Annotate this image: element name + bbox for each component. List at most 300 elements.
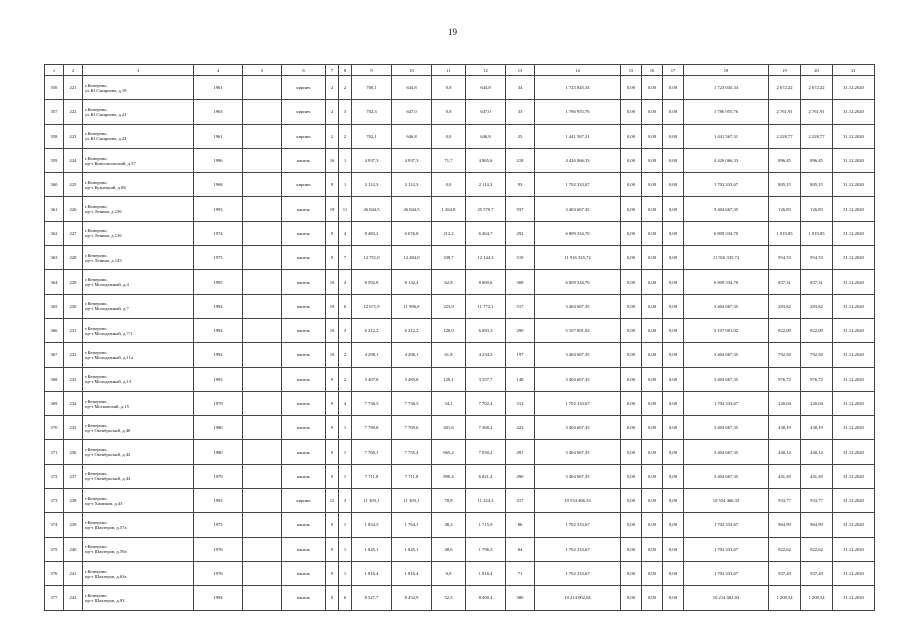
table-cell: кирпич <box>282 100 326 124</box>
table-cell: 10 <box>326 343 339 367</box>
table-cell: 3 404 667,35 <box>684 294 769 318</box>
table-cell: 6 <box>339 294 352 318</box>
table-cell: 438,19 <box>801 416 833 440</box>
table-cell: 368 <box>45 367 64 391</box>
address-cell: г.Кемерово, пр-т Октябрьский, д.44 <box>83 464 194 488</box>
column-header: 2 <box>64 65 83 76</box>
table-row <box>45 586 875 610</box>
table-cell: 48,2 <box>432 513 466 537</box>
table-row <box>45 173 875 197</box>
table-cell: 0,00 <box>663 76 684 100</box>
table-cell: 441,49 <box>769 464 801 488</box>
table-cell: 1 816,4 <box>352 561 392 585</box>
table-cell: панель <box>282 148 326 172</box>
table-cell: 6 676,8 <box>392 221 432 245</box>
address-cell: г.Кемерово, пр-т Молодежный, д.13 <box>83 367 194 391</box>
table-cell: 1 702 333,67 <box>535 173 621 197</box>
table-cell: 283,82 <box>801 294 833 318</box>
table-cell: 3 485,8 <box>392 367 432 391</box>
table-cell: 401,6 <box>432 416 466 440</box>
column-header: 15 <box>621 65 642 76</box>
table-cell: 0,0 <box>432 561 466 585</box>
table-cell: 2 672,22 <box>801 76 833 100</box>
table-cell: 702,1 <box>352 124 392 148</box>
table-row <box>45 391 875 415</box>
table-cell: 31.12.2020 <box>833 586 875 610</box>
table-cell: 78,8 <box>432 489 466 513</box>
table-row <box>45 221 875 245</box>
table-cell: 1 <box>339 173 352 197</box>
column-header: 18 <box>684 65 769 76</box>
table-cell: 71 <box>506 561 535 585</box>
table-cell: 3 <box>339 489 352 513</box>
column-header: 5 <box>243 65 282 76</box>
table-cell: 0,00 <box>621 489 642 513</box>
table-cell: 1 702 333,67 <box>684 513 769 537</box>
column-header: 7 <box>326 65 339 76</box>
table-cell: 0,00 <box>621 561 642 585</box>
table-cell: 1 441 567,31 <box>684 124 769 148</box>
table-cell: 2 761,91 <box>769 100 801 124</box>
address-cell: г.Кемерово, пр-т Молодежный, д.7 <box>83 294 194 318</box>
table-cell: 646,8 <box>466 124 506 148</box>
table-cell <box>243 489 282 513</box>
table-cell: 0,00 <box>663 221 684 245</box>
address-cell: г.Кемерово, пр-т Молодежный, д.7/1 <box>83 318 194 342</box>
table-cell: 0,00 <box>663 173 684 197</box>
column-header: 20 <box>801 65 833 76</box>
table-cell: 1992 <box>194 343 243 367</box>
table-cell: 360 <box>45 173 64 197</box>
table-cell: 19 <box>326 197 339 221</box>
table-cell: 10 <box>326 270 339 294</box>
table-cell: 0,00 <box>621 148 642 172</box>
table-cell: 235 <box>64 416 83 440</box>
table-cell: 964,99 <box>801 513 833 537</box>
table-cell: 2 <box>339 124 352 148</box>
table-cell: 0,00 <box>642 76 663 100</box>
column-header: 11 <box>432 65 466 76</box>
table-cell: 339,7 <box>432 246 466 270</box>
table-cell: 239 <box>64 513 83 537</box>
table-cell: 19 <box>326 294 339 318</box>
table-cell: 7 736,5 <box>352 391 392 415</box>
table-cell: 3 404 667,35 <box>535 440 621 464</box>
table-cell: 3 487,8 <box>352 367 392 391</box>
table-cell: 222 <box>64 100 83 124</box>
table-cell: 0,00 <box>621 391 642 415</box>
table-cell: 933,77 <box>769 489 801 513</box>
table-cell: 3 <box>339 100 352 124</box>
table-cell: 922,62 <box>769 537 801 561</box>
table-cell: 363 <box>45 246 64 270</box>
table-cell: 0,00 <box>621 537 642 561</box>
table-cell: 3 <box>339 318 352 342</box>
table-cell: 837,31 <box>801 270 833 294</box>
table-cell: 1 786 955,76 <box>684 100 769 124</box>
table-cell: 290 <box>506 318 535 342</box>
table-cell: 31.12.2020 <box>833 343 875 367</box>
table-cell: 10 554 466,33 <box>535 489 621 513</box>
table-cell: 7 030,2 <box>466 440 506 464</box>
table-cell: 240 <box>64 537 83 561</box>
table-cell: 976,72 <box>801 367 833 391</box>
table-cell <box>243 513 282 537</box>
table-cell: 896,45 <box>769 148 801 172</box>
table-cell: 0,00 <box>642 343 663 367</box>
table-cell: 3 404 667,35 <box>684 367 769 391</box>
table-cell: панель <box>282 318 326 342</box>
table-cell <box>243 246 282 270</box>
address-cell: г.Кемерово, пр-т Молодежный, д.11а <box>83 343 194 367</box>
table-cell: 2 114,3 <box>352 173 392 197</box>
table-cell <box>243 586 282 610</box>
table-cell: 0,00 <box>642 148 663 172</box>
table-cell: 2 <box>339 367 352 391</box>
table-cell: панель <box>282 586 326 610</box>
table-row <box>45 270 875 294</box>
table-cell: 25 579,7 <box>466 197 506 221</box>
table-cell: 11 772,1 <box>466 294 506 318</box>
table-cell: 4 937,3 <box>352 148 392 172</box>
table-cell: 31.12.2020 <box>833 76 875 100</box>
table-cell: 3 404 667,35 <box>684 343 769 367</box>
table-cell: 0,00 <box>663 124 684 148</box>
table-cell: 0,00 <box>642 464 663 488</box>
table-cell: 231 <box>64 318 83 342</box>
table-cell: 0,00 <box>621 246 642 270</box>
table-cell: 1 834,5 <box>352 513 392 537</box>
table-cell: 12 751,0 <box>352 246 392 270</box>
table-row <box>45 537 875 561</box>
table-cell: 26 844,5 <box>392 197 432 221</box>
table-cell <box>243 221 282 245</box>
table-cell: 10 214 002,04 <box>684 586 769 610</box>
table-cell: 226 <box>64 197 83 221</box>
table-cell: 370 <box>45 416 64 440</box>
table-cell: 11 303,1 <box>392 489 432 513</box>
table-cell: 8 592,8 <box>352 270 392 294</box>
table-cell: 0,00 <box>663 537 684 561</box>
table-cell: панель <box>282 391 326 415</box>
table-cell: 1980 <box>194 416 243 440</box>
table-cell: 148 <box>506 367 535 391</box>
table-cell: 1 <box>339 440 352 464</box>
table-cell: 230 <box>64 294 83 318</box>
table-cell: 1 723 045,34 <box>535 76 621 100</box>
table-cell: 1 764,1 <box>392 513 432 537</box>
table-cell: 197 <box>506 343 535 367</box>
address-cell: г.Кемерово, пр-т Молодежный, д.4 <box>83 270 194 294</box>
table-cell: 31.12.2020 <box>833 561 875 585</box>
table-cell: 792,50 <box>801 343 833 367</box>
table-cell: 2 <box>339 76 352 100</box>
table-row <box>45 294 875 318</box>
page-number: 19 <box>448 27 457 37</box>
table-cell: 11 <box>339 197 352 221</box>
table-cell: 1 702 333,67 <box>684 537 769 561</box>
address-cell: г.Кемерово, пр-т Октябрьский, д.42 <box>83 440 194 464</box>
table-cell: 11 996,0 <box>392 294 432 318</box>
table-cell: 9 <box>326 221 339 245</box>
table-cell: 8 483,2 <box>352 221 392 245</box>
table-cell: 357 <box>45 100 64 124</box>
table-cell: 1993 <box>194 367 243 391</box>
table-cell: 31.12.2020 <box>833 440 875 464</box>
table-cell: 0,00 <box>663 416 684 440</box>
table-cell: 3 404 667,35 <box>535 367 621 391</box>
table-cell: 0,00 <box>663 100 684 124</box>
table-cell: панель <box>282 537 326 561</box>
table-cell: 6 809 334,70 <box>684 270 769 294</box>
table-cell: 7 711,8 <box>352 464 392 488</box>
table-cell: 369 <box>45 391 64 415</box>
table-cell: 700,1 <box>352 76 392 100</box>
table-cell: 1976 <box>194 537 243 561</box>
table-cell <box>243 561 282 585</box>
address-cell: г.Кемерово, ул.Ю.Смирнова, д.19 <box>83 76 194 100</box>
table-cell: 4 426 066,33 <box>684 148 769 172</box>
table-cell: 5 107 001,02 <box>535 318 621 342</box>
table-cell: 31.12.2020 <box>833 197 875 221</box>
table-cell: 6 809 334,70 <box>535 221 621 245</box>
table-cell: 1 723 045,34 <box>684 76 769 100</box>
table-cell: 0,00 <box>642 537 663 561</box>
table-cell: 358 <box>45 124 64 148</box>
table-cell: 644,8 <box>466 76 506 100</box>
table-cell: 0,00 <box>642 124 663 148</box>
table-cell: 128,9 <box>432 318 466 342</box>
table-row <box>45 76 875 100</box>
table-cell: 937 <box>506 197 535 221</box>
table-cell: 373 <box>45 489 64 513</box>
table-cell: 238 <box>64 489 83 513</box>
table-cell <box>243 318 282 342</box>
table-cell: 1994 <box>194 294 243 318</box>
table-cell: 3 404 667,35 <box>535 294 621 318</box>
table-cell <box>243 76 282 100</box>
table-cell: 4 <box>339 391 352 415</box>
address-cell: г.Кемерово, пр-т Химиков, д.43 <box>83 489 194 513</box>
table-cell: 10 554 466,33 <box>684 489 769 513</box>
table-cell: 12 <box>326 489 339 513</box>
column-header: 14 <box>535 65 621 76</box>
table-cell: 1 264,8 <box>432 197 466 221</box>
table-cell: 61,8 <box>432 343 466 367</box>
table-cell: 6 <box>339 586 352 610</box>
table-cell: 837,31 <box>769 270 801 294</box>
table-cell: 0,00 <box>621 586 642 610</box>
table-cell: 1974 <box>194 221 243 245</box>
table-cell: 440,14 <box>769 440 801 464</box>
table-cell: 4 298,1 <box>352 343 392 367</box>
table-cell: 4 296,1 <box>392 343 432 367</box>
table-cell: панель <box>282 440 326 464</box>
table-cell: 1994 <box>194 586 243 610</box>
table-cell: 1968 <box>194 173 243 197</box>
table-cell: 227 <box>64 221 83 245</box>
table-cell: 2 228,77 <box>769 124 801 148</box>
table-cell <box>243 391 282 415</box>
table-cell: 374 <box>45 513 64 537</box>
table-cell: 6 464,7 <box>466 221 506 245</box>
table-cell: 4 426 066,33 <box>535 148 621 172</box>
table-cell: 1 702 333,67 <box>684 391 769 415</box>
table-cell: 9 <box>326 537 339 561</box>
table-cell: кирпич <box>282 124 326 148</box>
table-cell: 26 844,5 <box>352 197 392 221</box>
table-cell: 1 <box>339 537 352 561</box>
table-cell: 1995 <box>194 270 243 294</box>
table-cell: 1 715,9 <box>466 513 506 537</box>
table-cell: 4 865,6 <box>466 148 506 172</box>
table-cell: кирпич <box>282 489 326 513</box>
table-cell: 31.12.2020 <box>833 513 875 537</box>
table-cell: 31.12.2020 <box>833 294 875 318</box>
table-cell: 10 214 002,04 <box>535 586 621 610</box>
table-cell: 0,00 <box>642 100 663 124</box>
table-cell: 242 <box>64 586 83 610</box>
column-header: 1 <box>45 65 64 76</box>
table-cell: 1 <box>339 416 352 440</box>
table-cell: 646,8 <box>392 124 432 148</box>
table-row <box>45 489 875 513</box>
table-cell: 0,00 <box>642 197 663 221</box>
table-cell: 440,14 <box>801 440 833 464</box>
table-cell <box>243 343 282 367</box>
table-cell: 1 <box>339 561 352 585</box>
table-cell: 2 <box>339 343 352 367</box>
table-cell: 1 702 333,67 <box>535 561 621 585</box>
table-cell: 0,00 <box>642 489 663 513</box>
table-cell: 0,00 <box>663 489 684 513</box>
table-cell: 84 <box>506 537 535 561</box>
address-cell: г.Кемерово, пр-т Октябрьский, д.40 <box>83 416 194 440</box>
table-cell: 1 786 955,76 <box>535 100 621 124</box>
address-cell: г.Кемерово, пр-т Московский, д.15 <box>83 391 194 415</box>
table-cell: 11 916 335,72 <box>684 246 769 270</box>
table-cell: 7 368,2 <box>466 416 506 440</box>
table-row <box>45 440 875 464</box>
table-cell: 896,45 <box>801 148 833 172</box>
table-cell <box>243 270 282 294</box>
table-cell: 423 <box>506 416 535 440</box>
table-cell: панель <box>282 367 326 391</box>
table-cell: 976,72 <box>769 367 801 391</box>
table-cell: 1 816,4 <box>466 561 506 585</box>
address-cell: г.Кемерово, пр-т Шахтеров, д.57а <box>83 513 194 537</box>
table-cell: 2 672,22 <box>769 76 801 100</box>
table-cell: 11 224,3 <box>466 489 506 513</box>
table-cell: 362 <box>45 221 64 245</box>
table-cell <box>243 100 282 124</box>
table-cell: 359 <box>45 148 64 172</box>
table-cell: 1 845,1 <box>352 537 392 561</box>
table-cell: 380 <box>506 586 535 610</box>
table-cell: 221 <box>64 76 83 100</box>
table-cell: 1975 <box>194 246 243 270</box>
table-cell: 1994 <box>194 318 243 342</box>
table-cell: 0,00 <box>642 440 663 464</box>
table-cell: 7 780,8 <box>352 416 392 440</box>
table-cell <box>243 124 282 148</box>
table-cell: 225 <box>64 173 83 197</box>
table-cell: 365 <box>45 294 64 318</box>
table-cell: 0,00 <box>642 294 663 318</box>
table-cell: 3 357,7 <box>466 367 506 391</box>
column-header: 8 <box>339 65 352 76</box>
table-cell: 0,00 <box>663 561 684 585</box>
table-cell: 220,04 <box>769 391 801 415</box>
table-cell: 7 736,5 <box>392 391 432 415</box>
table-cell: 52,5 <box>432 586 466 610</box>
table-cell: 33 <box>506 100 535 124</box>
table-cell: панель <box>282 270 326 294</box>
table-cell: 223,9 <box>432 294 466 318</box>
table-cell: 34,1 <box>432 391 466 415</box>
table-cell: 0,00 <box>663 318 684 342</box>
table-cell: 1 019,85 <box>801 221 833 245</box>
table-cell: 1 208,34 <box>769 586 801 610</box>
table-row <box>45 367 875 391</box>
table-row <box>45 148 875 172</box>
table-cell: 1 702 333,67 <box>684 173 769 197</box>
table-cell: 31.12.2020 <box>833 173 875 197</box>
table-cell: 6 821,4 <box>466 464 506 488</box>
table-cell: 31.12.2020 <box>833 148 875 172</box>
table-cell: кирпич <box>282 173 326 197</box>
table-cell: 5 107 001,02 <box>684 318 769 342</box>
table-cell: 0,00 <box>663 197 684 221</box>
column-header: 6 <box>282 65 326 76</box>
table-cell: 212,2 <box>432 221 466 245</box>
column-header: 10 <box>392 65 432 76</box>
table-row <box>45 197 875 221</box>
table-row <box>45 343 875 367</box>
column-header: 16 <box>642 65 663 76</box>
table-cell: 292 <box>506 221 535 245</box>
table-cell: 822,09 <box>801 318 833 342</box>
table-cell <box>243 367 282 391</box>
table-row <box>45 416 875 440</box>
table-cell: 241 <box>64 561 83 585</box>
table-cell: 7 711,8 <box>392 464 432 488</box>
table-cell: 822,09 <box>769 318 801 342</box>
table-cell: 0,00 <box>663 294 684 318</box>
table-cell: 1 702 333,67 <box>535 391 621 415</box>
table-cell: 356 <box>45 76 64 100</box>
table-cell: 805,15 <box>769 173 801 197</box>
address-cell: г.Кемерово, пр-т Шахтеров, д.93 <box>83 586 194 610</box>
table-cell: 12 484,0 <box>392 246 432 270</box>
table-cell: 7 755,4 <box>392 440 432 464</box>
table-cell <box>243 148 282 172</box>
table-cell: 3 404 667,35 <box>684 440 769 464</box>
table-cell: 438,19 <box>769 416 801 440</box>
table-cell: 0,0 <box>432 100 466 124</box>
address-cell: г.Кемерово, пр-т Шахтеров, д.59а <box>83 537 194 561</box>
table-cell <box>243 440 282 464</box>
table-cell: 9 <box>326 513 339 537</box>
table-cell: 361 <box>45 197 64 221</box>
table-cell: 31.12.2020 <box>833 246 875 270</box>
table-cell <box>243 294 282 318</box>
table-cell: 6 212,2 <box>352 318 392 342</box>
table-cell: 1 208,34 <box>801 586 833 610</box>
table-cell: 233 <box>64 367 83 391</box>
column-header: 4 <box>194 65 243 76</box>
table-cell: 10 <box>326 318 339 342</box>
